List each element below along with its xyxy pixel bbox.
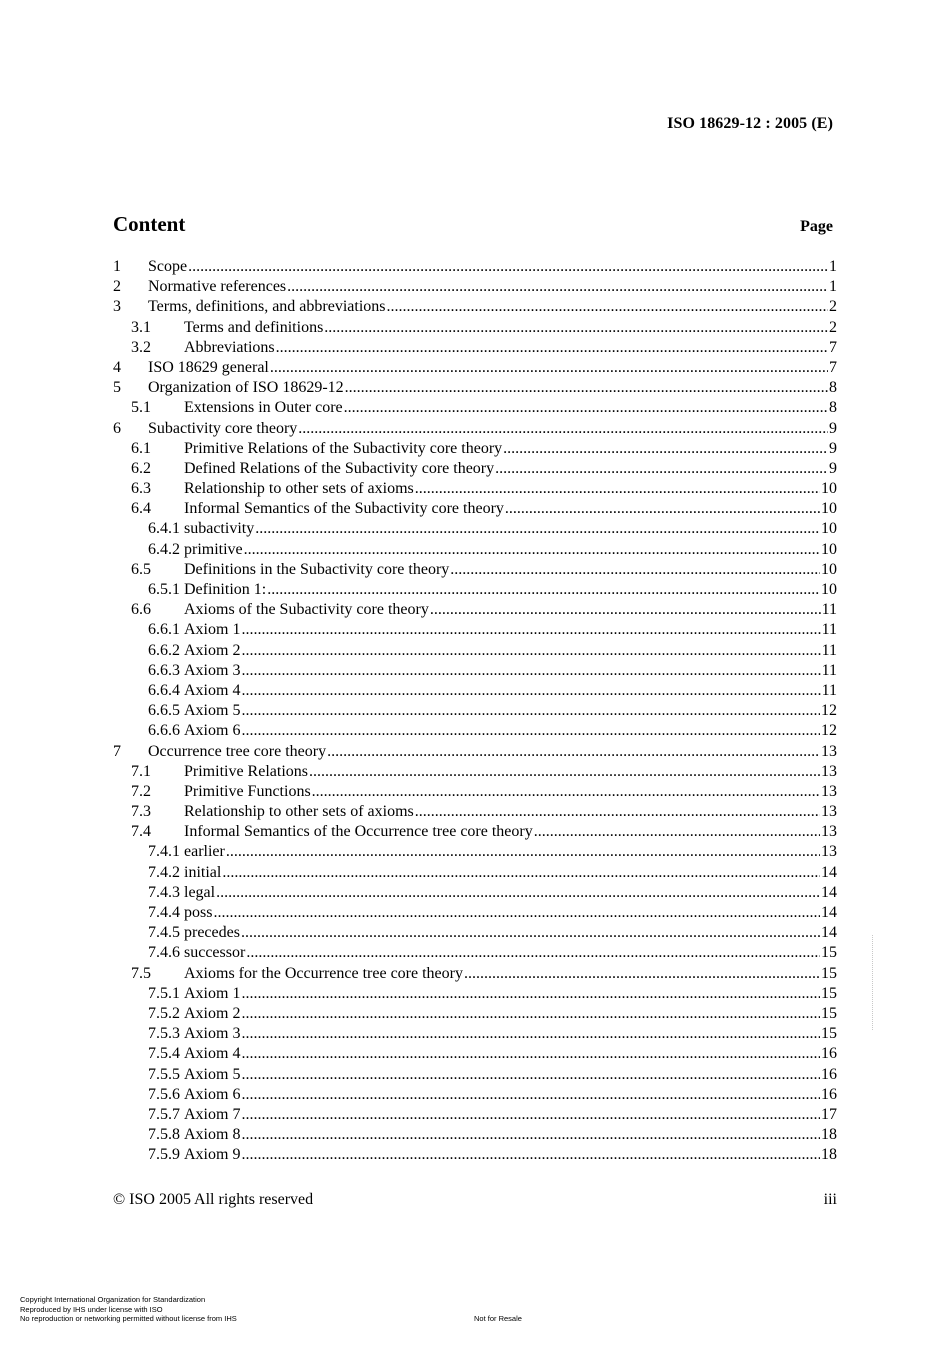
toc-entry-page: 16 (821, 1045, 837, 1063)
content-heading: Content (113, 212, 186, 236)
toc-entry-title: Axiom 6 (184, 1085, 241, 1103)
toc-entry[interactable] (113, 1004, 837, 1024)
toc-entry-page: 18 (821, 1126, 837, 1144)
toc-entry-page: 11 (821, 681, 837, 699)
toc-entry[interactable] (113, 822, 837, 842)
dot-leader (505, 499, 820, 519)
toc-entry-title: Axioms for the Occurrence tree core theory (184, 964, 463, 982)
toc-entry-title: Subactivity core theory (148, 419, 298, 437)
document-id: ISO 18629-12 : 2005 (E) (667, 115, 833, 132)
toc-entry-title: legal (184, 883, 216, 901)
toc-entry-number: 7.5.3 (148, 1025, 180, 1043)
toc-entry-page: 15 (821, 964, 837, 982)
toc-entry[interactable] (113, 560, 837, 580)
toc-entry-page: 15 (821, 1004, 837, 1022)
toc-entry[interactable] (113, 762, 837, 782)
toc-entry-title: Axiom 2 (184, 641, 241, 659)
toc-entry-page: 9 (829, 439, 837, 457)
toc-entry-number: 6.6.5 (148, 702, 180, 720)
toc-entry-page: 10 (821, 520, 837, 538)
toc-entry-title: Relationship to other sets of axioms (184, 480, 414, 498)
dot-leader (241, 661, 820, 681)
toc-entry-number: 7.1 (131, 762, 151, 780)
toc-entry-title: Normative references (148, 278, 287, 296)
dot-leader (415, 479, 820, 499)
dot-leader (241, 1085, 820, 1105)
toc-entry[interactable] (113, 499, 837, 519)
toc-entry[interactable] (113, 721, 837, 741)
toc-entry-page: 13 (821, 803, 837, 821)
toc-entry-number: 6.3 (131, 480, 151, 498)
toc-entry-number: 7.4 (131, 823, 151, 841)
dot-leader (464, 964, 820, 984)
toc-entry-number: 7.4.5 (148, 924, 180, 942)
toc-entry-number: 6.6.6 (148, 722, 180, 740)
toc-entry-page: 12 (821, 702, 837, 720)
legal-line-1: Copyright International Organization for Standardization (20, 1295, 206, 1304)
toc-entry-title: Axiom 1 (184, 621, 241, 639)
toc-entry-number: 6.6.1 (148, 621, 180, 639)
toc-entry-page: 1 (829, 258, 837, 275)
dot-leader (241, 1105, 820, 1125)
toc-entry-number: 4 (113, 358, 121, 376)
toc-entry-title: successor (184, 944, 246, 962)
dot-leader (241, 701, 820, 721)
toc-entry[interactable] (113, 1044, 837, 1064)
dot-leader (344, 398, 828, 418)
toc-entry-page: 13 (821, 742, 837, 760)
toc-entry[interactable] (113, 1085, 837, 1105)
copyright-notice: © ISO 2005 All rights reserved (113, 1191, 314, 1208)
toc-entry[interactable] (113, 318, 837, 338)
toc-entry-title: Primitive Relations (184, 762, 308, 780)
toc-entry[interactable] (113, 742, 837, 762)
toc-entry-number: 6.6.3 (148, 661, 180, 679)
toc-entry-page: 7 (829, 338, 837, 356)
toc-entry-number: 7.2 (131, 782, 151, 800)
toc-entry-title: earlier (184, 843, 225, 861)
page-column-label: Page (800, 218, 833, 235)
dot-leader (222, 863, 820, 883)
toc-entry-title: Axiom 8 (184, 1126, 241, 1144)
toc-entry-number: 7.5.7 (148, 1105, 180, 1123)
toc-entry-title: Definition 1: (184, 581, 267, 598)
toc-entry-number: 3.1 (131, 318, 151, 336)
toc-entry-number: 7.5 (131, 964, 151, 982)
dot-leader (216, 883, 820, 903)
toc-entry[interactable] (113, 338, 837, 358)
margin-mark (872, 935, 875, 1030)
dot-leader (244, 540, 820, 560)
toc-entry-title: Axiom 2 (184, 1004, 241, 1022)
toc-entry-number: 6.1 (131, 439, 151, 457)
toc-entry-title: poss (184, 904, 213, 921)
toc-entry-page: 2 (829, 318, 837, 336)
toc-entry-title: Relationship to other sets of axioms (184, 803, 414, 821)
toc-entry[interactable] (113, 519, 837, 539)
toc-entry[interactable] (113, 540, 837, 560)
toc-entry-page: 18 (821, 1146, 837, 1164)
toc-entry-number: 7.5.8 (148, 1126, 180, 1144)
toc-entry-number: 7.5.6 (148, 1085, 180, 1103)
toc-entry-number: 1 (113, 258, 121, 275)
dot-leader (213, 903, 820, 923)
toc-entry-number: 6.4.1 (148, 520, 180, 538)
toc-entry-title: Axiom 4 (184, 1045, 241, 1063)
toc-entry[interactable] (113, 257, 837, 277)
toc-entry-title: primitive (184, 540, 243, 558)
dot-leader (241, 1065, 820, 1085)
toc-entry[interactable] (113, 620, 837, 640)
dot-leader (241, 620, 820, 640)
toc-entry-number: 6 (113, 419, 121, 437)
toc-entry[interactable] (113, 378, 837, 398)
dot-leader (241, 1024, 820, 1044)
toc-entry[interactable] (113, 358, 837, 378)
dot-leader (255, 519, 820, 539)
toc-entry-number: 3 (113, 298, 121, 316)
toc-entry-page: 2 (829, 298, 837, 316)
toc-entry-page: 7 (829, 358, 837, 376)
toc-entry-number: 6.5.1 (148, 581, 180, 598)
toc-entry-title: Axiom 9 (184, 1146, 241, 1164)
toc-entry-title: precedes (184, 924, 240, 942)
dot-leader (241, 1044, 820, 1064)
toc-entry-page: 13 (821, 762, 837, 780)
dot-leader (270, 358, 828, 378)
toc-entry-number: 7.4.2 (148, 863, 180, 881)
dot-leader (327, 742, 820, 762)
legal-notice (20, 1295, 237, 1324)
dot-leader (241, 1145, 820, 1165)
legal-line-3: No reproduction or networking permitted without license from IHS (20, 1314, 237, 1324)
toc-entry-number: 6.4.2 (148, 540, 180, 558)
toc-entry-page: 9 (829, 419, 837, 437)
toc-entry-title: Organization of ISO 18629-12 (148, 379, 344, 397)
dot-leader (450, 560, 820, 580)
toc-entry-number: 7.5.5 (148, 1065, 180, 1083)
toc-entry[interactable] (113, 802, 837, 822)
toc-entry-page: 10 (821, 560, 837, 578)
toc-entry-number: 6.6 (131, 601, 151, 619)
toc-entry[interactable] (113, 863, 837, 883)
toc-entry-number: 3.2 (131, 338, 151, 356)
toc-entry-page: 14 (821, 924, 837, 942)
toc-entry-page: 11 (821, 641, 837, 659)
toc-entry-page: 11 (821, 661, 837, 679)
toc-entry[interactable] (113, 277, 837, 297)
toc-entry[interactable] (113, 479, 837, 499)
toc-entry[interactable] (113, 903, 837, 923)
toc-entry-title: Defined Relations of the Subactivity core theory (184, 459, 495, 477)
dot-leader (312, 782, 820, 802)
toc-entry[interactable] (113, 943, 837, 963)
dot-leader (345, 378, 828, 398)
toc-entry-page: 15 (821, 1025, 837, 1043)
dot-leader (241, 721, 820, 741)
toc-entry-number: 6.2 (131, 459, 151, 477)
toc-entry-page: 8 (829, 399, 837, 417)
toc-entry[interactable] (113, 1065, 837, 1085)
dot-leader (309, 762, 820, 782)
toc-entry-number: 6.5 (131, 560, 151, 578)
toc-entry[interactable] (113, 641, 837, 661)
toc-entry[interactable] (113, 782, 837, 802)
toc-entry-number: 6.6.2 (148, 641, 180, 659)
dot-leader (495, 459, 828, 479)
toc-entry[interactable] (113, 701, 837, 721)
toc-entry[interactable] (113, 459, 837, 479)
dot-leader (246, 943, 820, 963)
toc-entry-number: 7.4.4 (148, 904, 180, 921)
toc-entry-number: 6.6.4 (148, 681, 180, 699)
toc-entry-page: 15 (821, 944, 837, 962)
dot-leader (241, 1004, 820, 1024)
toc-entry-page: 14 (821, 904, 837, 921)
toc-entry[interactable] (113, 580, 837, 600)
toc-entry-page: 13 (821, 843, 837, 861)
toc-entry-page: 11 (821, 621, 837, 639)
toc-entry[interactable] (113, 681, 837, 701)
toc-entry-title: Axiom 7 (184, 1105, 241, 1123)
toc-entry[interactable] (113, 661, 837, 681)
toc-entry-number: 7.4.3 (148, 883, 180, 901)
dot-leader (241, 923, 820, 943)
dot-leader (267, 580, 820, 600)
toc-entry-number: 7.4.6 (148, 944, 180, 962)
toc-entry-page: 13 (821, 782, 837, 800)
toc-entry[interactable] (113, 419, 837, 439)
toc-entry-title: Primitive Functions (184, 782, 311, 800)
not-for-resale: Not for Resale (474, 1314, 522, 1323)
toc-entry-title: Extensions in Outer core (184, 399, 343, 417)
toc-entry-title: Informal Semantics of the Subactivity core theory (184, 500, 504, 518)
toc-entry-number: 7.4.1 (148, 843, 180, 861)
toc-entry-title: Definitions in the Subactivity core theory (184, 560, 450, 578)
dot-leader (298, 419, 828, 439)
toc-entry-page: 14 (821, 863, 837, 881)
dot-leader (276, 338, 828, 358)
toc-entry[interactable] (113, 964, 837, 984)
toc-entry-title: Axiom 5 (184, 1065, 241, 1083)
legal-line-2: Reproduced by IHS under license with ISO (20, 1304, 163, 1314)
toc-entry[interactable] (113, 1145, 837, 1165)
toc-entry-page: 16 (821, 1065, 837, 1083)
dot-leader (503, 439, 828, 459)
toc-entry-title: Axiom 5 (184, 702, 241, 720)
toc-entry-title: Axiom 4 (184, 681, 241, 699)
dot-leader (241, 984, 820, 1004)
toc-entry[interactable] (113, 297, 837, 317)
toc-entry-page: 13 (821, 823, 837, 841)
toc-entry-page: 15 (821, 984, 837, 1002)
toc-entry-page: 10 (821, 480, 837, 498)
toc-entry-title: Abbreviations (184, 338, 275, 356)
toc-entry-page: 10 (821, 500, 837, 518)
toc-entry-page: 17 (821, 1105, 837, 1123)
dot-leader (415, 802, 820, 822)
toc-entry-page: 1 (829, 278, 837, 296)
dot-leader (387, 297, 829, 317)
dot-leader (188, 257, 828, 277)
dot-leader (287, 277, 828, 297)
toc-entry-number: 7.3 (131, 803, 151, 821)
dot-leader (241, 681, 820, 701)
toc-entry[interactable] (113, 600, 837, 620)
toc-entry-number: 7.5.1 (148, 984, 180, 1002)
toc-entry-title: Axiom 3 (184, 661, 241, 679)
toc-entry-title: Occurrence tree core theory (148, 742, 327, 760)
toc-entry-page: 9 (829, 459, 837, 477)
toc-entry-number: 5 (113, 379, 121, 397)
toc-entry[interactable] (113, 398, 837, 418)
toc-entry[interactable] (113, 923, 837, 943)
toc-entry-title: Axiom 3 (184, 1025, 241, 1043)
toc-entry[interactable] (113, 984, 837, 1004)
toc-entry-title: subactivity (184, 520, 255, 538)
toc-entry[interactable] (113, 883, 837, 903)
toc-entry-number: 7.5.9 (148, 1146, 180, 1164)
toc-entry-title: Informal Semantics of the Occurrence tree core theory (184, 823, 533, 841)
toc-entry-page: 16 (821, 1085, 837, 1103)
table-of-contents (113, 257, 837, 1165)
toc-entry-title: Axiom 1 (184, 984, 241, 1002)
toc-entry-page: 12 (821, 722, 837, 740)
toc-entry-number: 2 (113, 278, 121, 296)
toc-entry[interactable] (113, 1125, 837, 1145)
toc-entry-title: ISO 18629 general (148, 358, 269, 376)
dot-leader (430, 600, 821, 620)
toc-entry-page: 8 (829, 379, 837, 397)
toc-entry-page: 10 (821, 581, 837, 598)
toc-entry-number: 7.5.4 (148, 1045, 180, 1063)
dot-leader (226, 842, 820, 862)
toc-entry[interactable] (113, 842, 837, 862)
dot-leader (534, 822, 820, 842)
page-number: iii (823, 1191, 837, 1208)
toc-entry[interactable] (113, 1024, 837, 1044)
toc-entry-number: 5.1 (131, 399, 151, 417)
dot-leader (241, 641, 820, 661)
toc-entry-page: 14 (821, 883, 837, 901)
toc-entry-title: Axiom 6 (184, 722, 241, 740)
toc-entry-title: Axioms of the Subactivity core theory (184, 601, 429, 619)
toc-entry-title: Terms, definitions, and abbreviations (148, 298, 386, 316)
toc-entry-page: 10 (821, 540, 837, 558)
toc-entry-title: Terms and definitions (184, 318, 324, 336)
toc-entry-title: Primitive Relations of the Subactivity core theory (184, 439, 503, 457)
toc-entry-title: Scope (148, 258, 188, 275)
toc-entry[interactable] (113, 1105, 837, 1125)
toc-entry-number: 6.4 (131, 500, 151, 518)
toc-entry-number: 7.5.2 (148, 1004, 180, 1022)
dot-leader (241, 1125, 820, 1145)
toc-entry-page: 11 (821, 601, 837, 619)
toc-entry[interactable] (113, 439, 837, 459)
toc-entry-title: initial (184, 863, 222, 881)
toc-entry-number: 7 (113, 742, 121, 760)
dot-leader (324, 318, 828, 338)
